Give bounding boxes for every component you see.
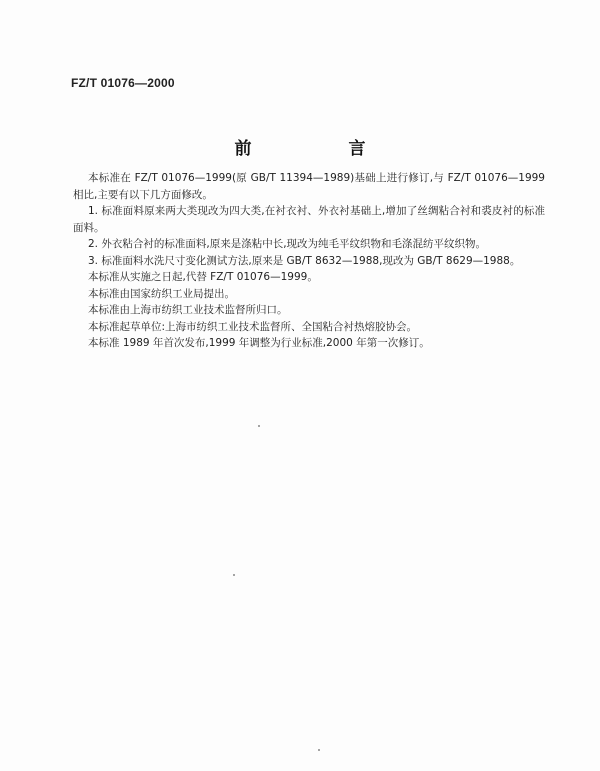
paragraph-replaces: 本标准从实施之日起,代替 FZ/T 01076—1999。	[88, 271, 318, 283]
standard-code: FZ/T 01076—2000	[71, 76, 175, 90]
paragraph-drafted-by: 本标准起草单位:上海市纺织工业技术监督所、全国粘合衬热熔胶协会。	[88, 320, 418, 333]
scan-speck	[318, 749, 320, 751]
paragraph-change-3: 3. 标准面料水洗尺寸变化测试方法,原来是 GB/T 8632—1988,现改为 GB/T 8629—1988。	[88, 254, 521, 267]
page-title: 前 言	[234, 139, 406, 159]
paragraph-history: 本标准 1989 年首次发布,1999 年调整为行业标准,2000 年第一次修订。	[88, 337, 430, 349]
paragraph-change-2: 2. 外衣粘合衬的标准面料,原来是涤粘中长,现改为纯毛平纹织物和毛涤混纺平纹织物。	[88, 238, 487, 250]
scan-speck	[233, 574, 235, 576]
paragraph-change-1: 1. 标准面料原来两大类现改为四大类,在衬衣衬、外衣衬基础上,增加了丝绸粘合衬和裘皮衬的标准面料。	[73, 205, 545, 234]
paragraph-managed-by: 本标准由上海市纺织工业技术监督所归口。	[88, 304, 288, 316]
foreword-body	[73, 170, 545, 352]
scan-speck	[258, 425, 260, 427]
paragraph-proposed-by: 本标准由国家纺织工业局提出。	[88, 287, 235, 300]
paragraph-intro: 本标准在 FZ/T 01076—1999(原 GB/T 11394—1989)基础上进行修订,与 FZ/T 01076—1999 相比,主要有以下几方面修改。	[73, 172, 545, 201]
